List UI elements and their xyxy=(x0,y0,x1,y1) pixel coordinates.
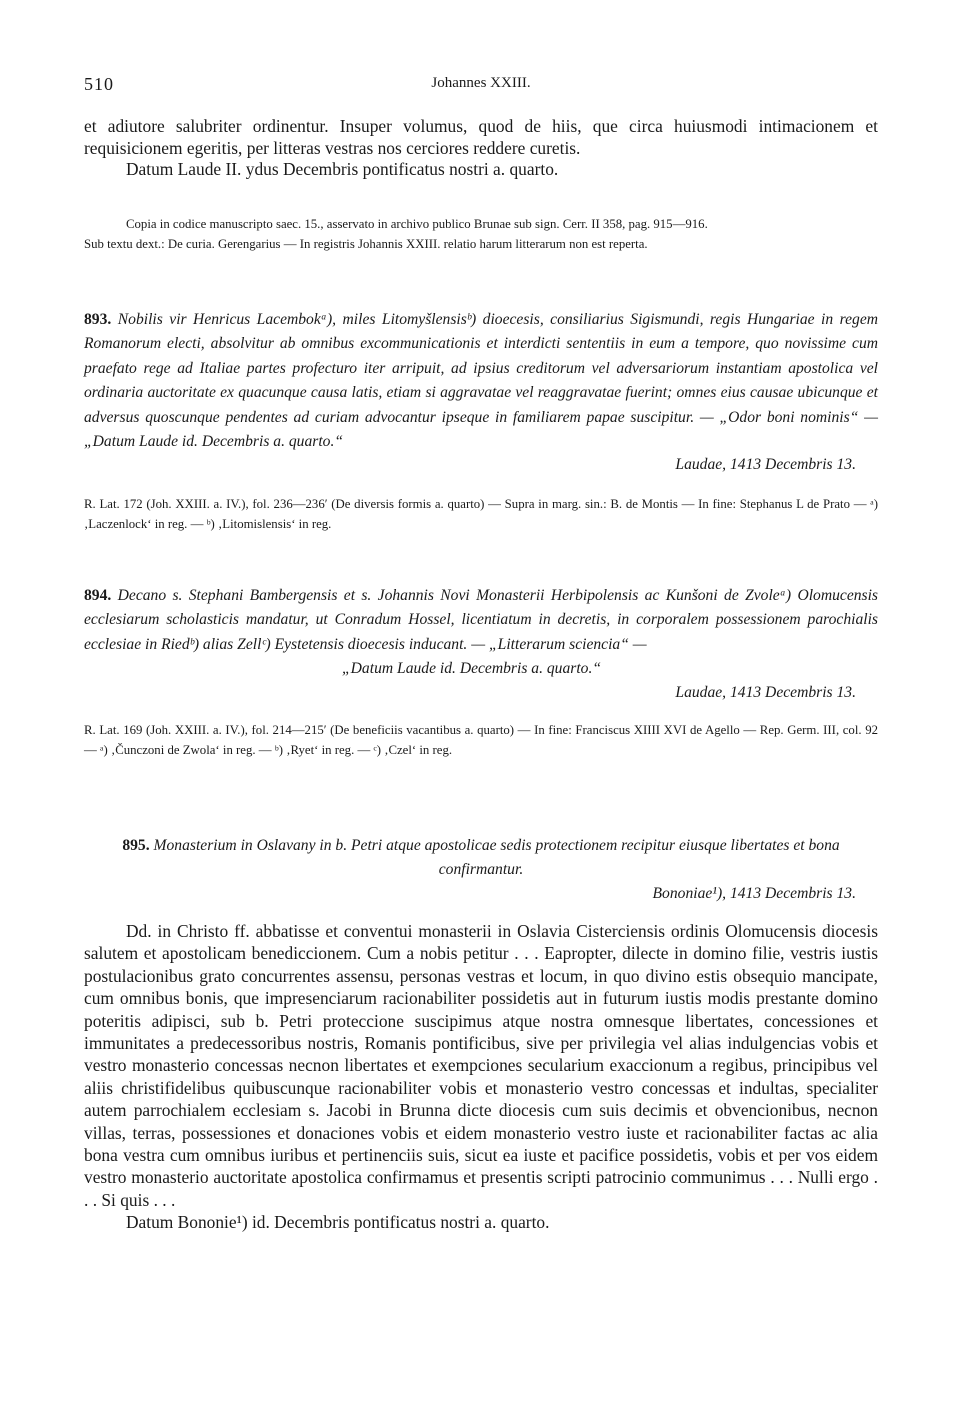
entry-895-regest-text: Monasterium in Oslavany in b. Petri atque apostolicae sedis protectionem recipitur eiusque libertates et bona confirmantur. xyxy=(153,837,840,879)
entry-894-regest xyxy=(84,584,878,657)
entry-893-regest-text: Nobilis vir Henricus Lacembokᵃ), miles Litomyšlensisᵇ) dioecesis, consiliarius Sigismundi, regis Hungariae in regem Romanorum electi, absolvitur ab omnibus excommunicationis et interdicti sententiis in eum a tempore, quo novissime cum praefato rege ad Italiae partes profecturo iter arripuit, ad ipsius creditorum vel adversariorum instantiam apostolica vel ordinaria auctoritate ex quacunque causa latis, etiam si aggravatae vel reaggravatae fuerint; omnes eius causae ubicunque et adversus quoscunque pendentes ad curiam advocantur ipseque in familiarem papae suscipitur. — „Odor boni nominis“ — „Datum Laude id. Decembris a. quarto.“ xyxy=(84,311,878,451)
entry-894-number: 894. xyxy=(84,587,112,604)
entry-893-number: 893. xyxy=(84,311,112,328)
prev-entry-text-block xyxy=(84,116,878,181)
entry-894 xyxy=(84,584,878,760)
prev-entry-date-line: Datum Laude II. ydus Decembris pontificatus nostri a. quarto. xyxy=(126,159,559,179)
entry-894-regest-text: Decano s. Stephani Bambergensis et s. Johannis Novi Monasterii Herbipolensis ac Kunšoni de Zvoleᵃ) Olomucensis ecclesiarum scholasticis mandatur, ut Conradum Hossel, licentiatum in decretis, in corporalem possessionem parochialis ecclesiae in Riedᵇ) alias Zellᶜ) Eystetensis dioecesis inducant. — „Litterarum sciencia“ — xyxy=(84,587,879,653)
entry-895-place-date: Bononiae¹), 1413 Decembris 13. xyxy=(652,884,856,902)
entry-895-number: 895. xyxy=(122,837,150,854)
entry-894-quote-line: „Datum Laude id. Decembris a. quarto.“ xyxy=(342,660,602,678)
running-title: Johannes XXIII. xyxy=(431,75,531,91)
page-number: 510 xyxy=(84,74,114,94)
prev-entry-note-2: Sub textu dext.: De curia. Gerengarius — In registris Johannis XXIII. relatio harum litterarum non est reperta. xyxy=(84,237,648,251)
running-head xyxy=(84,74,878,98)
prev-entry-notes xyxy=(84,214,878,254)
entry-893 xyxy=(84,308,878,534)
entry-895-body xyxy=(84,920,878,1234)
entry-895-date-line: Datum Bononie¹) id. Decembris pontificatus nostri a. quarto. xyxy=(126,1212,550,1233)
entry-895-regest xyxy=(84,834,878,883)
entry-895 xyxy=(84,834,878,905)
entry-893-note: R. Lat. 172 (Joh. XXIII. a. IV.), fol. 236—236′ (De diversis formis a. quarto) — Supra in marg. sin.: B. de Montis — In fine: Stephanus L de Prato — ᵃ) ‚Laczenlock‘ in reg. — ᵇ) ‚Litomislensis‘ in reg. xyxy=(84,497,878,532)
prev-entry-note-1: Copia in codice manuscripto saec. 15., asservato in archivo publico Brunae sub sign. Cerr. II 358, pag. 915—916. xyxy=(126,217,708,231)
entry-893-place-date: Laudae, 1413 Decembris 13. xyxy=(675,456,856,474)
entry-895-text: Dd. in Christo ff. abbatisse et conventui monasterii in Oslavia Cisterciensis ordinis Olomucensis diocesis salutem et apostolicam benediccionem. Cum a nobis petitur . . . Eapropter, dilecte in domino filie, vestris iustis postulacionibus grato concurrentes assensu, personas vestras et locum, in quo divino estis obsequio mancipate, cum omnibus bonis, que impresenciarum racionabiliter possidetis aut in futurum iustis modis prestante domino poteritis adipisci, sub b. Petri proteccione suscipimus atque nostra omnesque libertates, concessiones et immunitates a predecessoribus nostris, Romanis pontificibus, sive per privilegia vel alias indulgencias vobis et vestro monasterio concessas necnon libertates et exempciones secularium exaccionum a regibus, principibus vel aliis christifidelibus quibuscunque racionabiliter vobis et monasterio vestro concessas et indultas, specialiter autem parrochialem ecclesiam s. Jacobi in Brunna dicte diocesis cum suis decimis et obvencionibus, necnon villas, terras, possessiones et donaciones vobis et eidem monasterio vestro iuste et racionabiliter factas ac alia bona vestra cum omnibus iuribus et pertinenciis suis, sicut ea iuste et pacifice possidetis, vobis et per vos eidem vestro monasterio auctoritate apostolica confirmamus et presentis scripti patrocinio communimus . . . Nulli ergo . . . Si quis . . . xyxy=(84,921,878,1210)
prev-entry-text: et adiutore salubriter ordinentur. Insuper volumus, quod de hiis, que circa huiusmodi intimacionem et requisicionem egeritis, per litteras vestras nos cerciores reddere curetis. xyxy=(84,116,878,158)
entry-893-regest xyxy=(84,308,878,454)
entry-894-note: R. Lat. 169 (Joh. XXIII. a. IV.), fol. 214—215′ (De beneficiis vacantibus a. quarto) — In fine: Franciscus XIIII XVI de Agello — Rep. Germ. III, col. 92 — ᵃ) ‚Čunczoni de Zwola‘ in reg. — ᵇ) ‚Ryet‘ in reg. — ᶜ) ‚Czel‘ in reg. xyxy=(84,722,878,757)
entry-894-place-date: Laudae, 1413 Decembris 13. xyxy=(675,683,856,701)
